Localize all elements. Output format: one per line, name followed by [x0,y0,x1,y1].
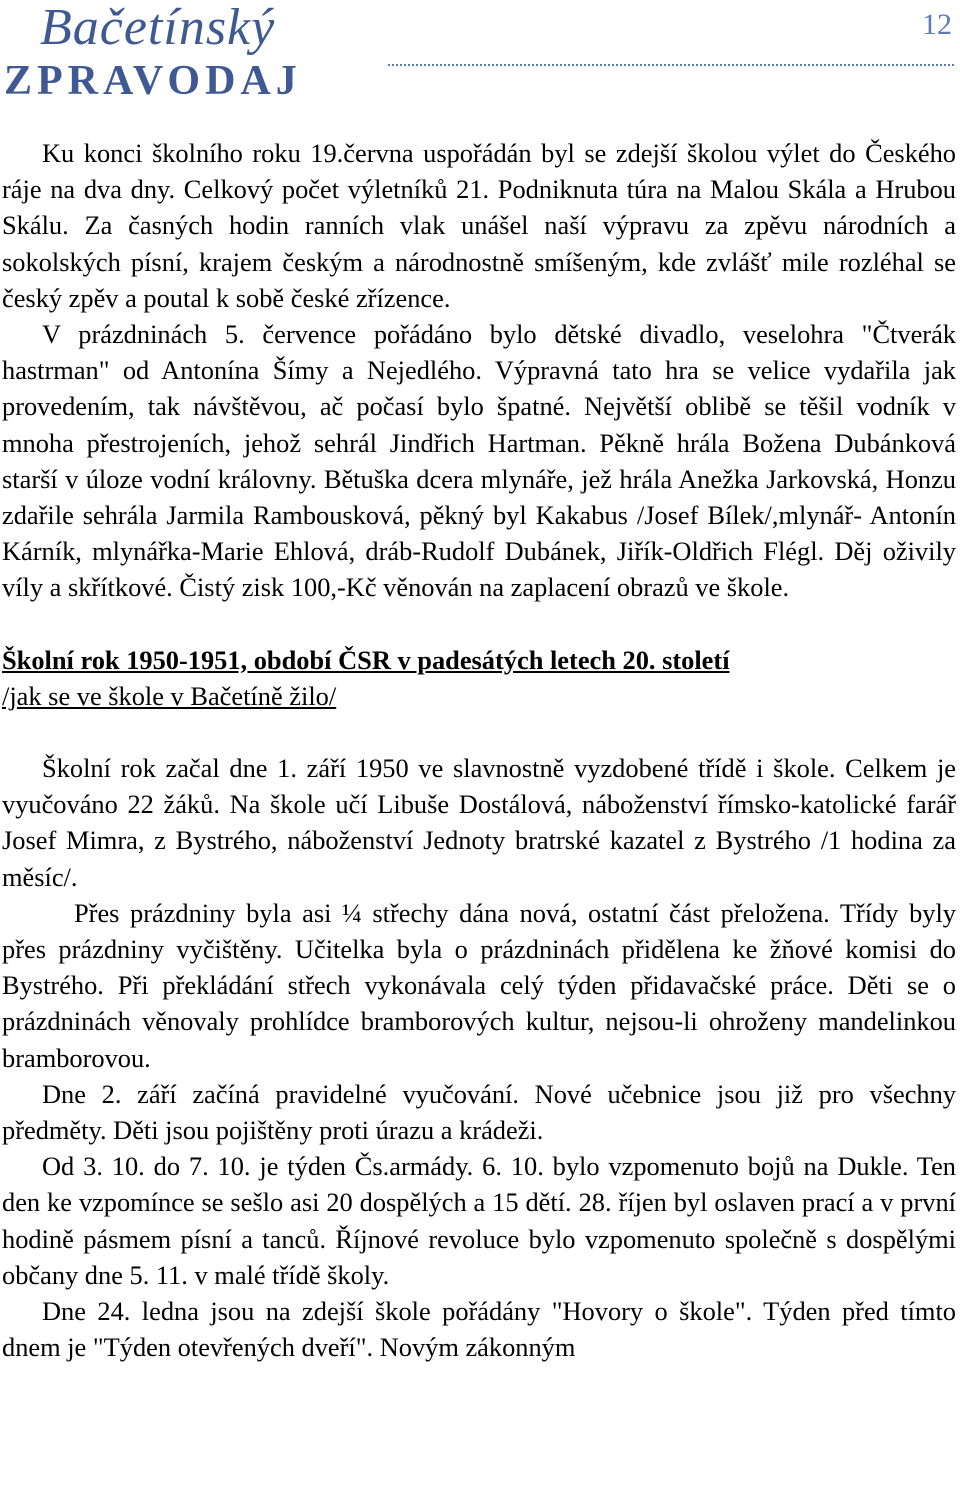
article-body [2,135,956,1366]
paragraph-school-trip: Ku konci školního roku 19.června uspořádán byl se zdejší školou výlet do Českého ráje na dva dny. Celkový počet výletníků 21. Podniknuta túra na Malou Skála a Hrubou Skálu. Za časných hodin ranních vlak unášel naší výpravu za zpěvu národních a sokolských písní, krajem českým a národnostně smíšeným, kde zvlášť mile rozléhal se český zpěv a poutal k sobě české zřízence. [2,138,956,313]
logo-subtitle: ZPRAVODAJ [4,58,302,104]
spacer [2,714,956,750]
section-subheading: /jak se ve škole v Bačetíně žilo/ [2,680,337,711]
paragraph-holidays: Přes prázdniny byla asi ¼ střechy dána nová, ostatní část přeložena. Třídy byly přes prázdniny vyčištěny. Učitelka byla o prázdninách přidělena ke žňové komisi do Bystrého. Při překládání střech vykonávala celý týden přidavačské práce. Děti se o prázdninách věnovaly prohlídce bramborových kultur, nejsou-li ohroženy mandelinkou bramborovou. [2,897,956,1073]
logo-title: Bačetínský [40,0,276,56]
section-heading: Školní rok 1950-1951, období ČSR v padesátých letech 20. století [2,644,730,675]
paragraph-school-year-start: Školní rok začal dne 1. září 1950 ve slavnostně vyzdobené třídě i škole. Celkem je vyučováno 22 žáků. Na škole učí Libuše Dostálová, náboženství římsko-katolické farář Josef Mimra, z Bystrého, náboženství Jednoty bratrské kazatel z Bystrého /1 hodina za měsíc/. [2,753,956,892]
paragraph-theatre: V prázdninách 5. července pořádáno bylo dětské divadlo, veselohra "Čtverák hastrman" od Antonína Šímy a Nejedlého. Výpravná tato hra se velice vydařila jak provedením, tak návštěvou, ač počasí bylo špatné. Největší oblibě se těšil vodník v mnoha přestrojeních, jehož sehrál Jindřich Hartman. Pěkně hrála Božena Dubánková starší v úloze vodní královny. Bětuška dcera mlynáře, jež hrála Anežka Jarkovská, Honzu zdařile sehrála Jarmila Rambousková, pěkný byl Kakabus /Josef Bílek/,mlynář- Antonín Kárník, mlynářka-Marie Ehlová, dráb-Rudolf Dubánek, Jiřík-Oldřich Flégl. Děj oživily víly a skřítkové. Čistý zisk 100,-Kč věnován na zaplacení obrazů ve škole. [2,319,956,603]
paragraph-school-talks: Dne 24. ledna jsou na zdejší škole pořádány "Hovory o škole". Týden před tímto dnem je "Týden otevřených dveří". Novým zákonným [2,1296,956,1363]
paragraph-regular-teaching: Dne 2. září začíná pravidelné vyučování. Nové učebnice jsou již pro všechny předměty. Děti jsou pojištěny proti úrazu a krádeži. [2,1078,956,1146]
masthead [0,0,960,110]
page-number: 12 [922,8,952,41]
paragraph-army-week: Od 3. 10. do 7. 10. je týden Čs.armády. 6. 10. bylo vzpomenuto bojů na Dukle. Ten den ke vzpomínce se sešlo asi 20 dospělých a 15 dětí. 28. říjen byl oslaven prací a v první hodině pásmem písní a tanců. Říjnové revoluce bylo vzpomenuto společně s dospělými občany dne 5. 11. v malé třídě školy. [2,1151,956,1290]
header-divider [388,64,954,66]
